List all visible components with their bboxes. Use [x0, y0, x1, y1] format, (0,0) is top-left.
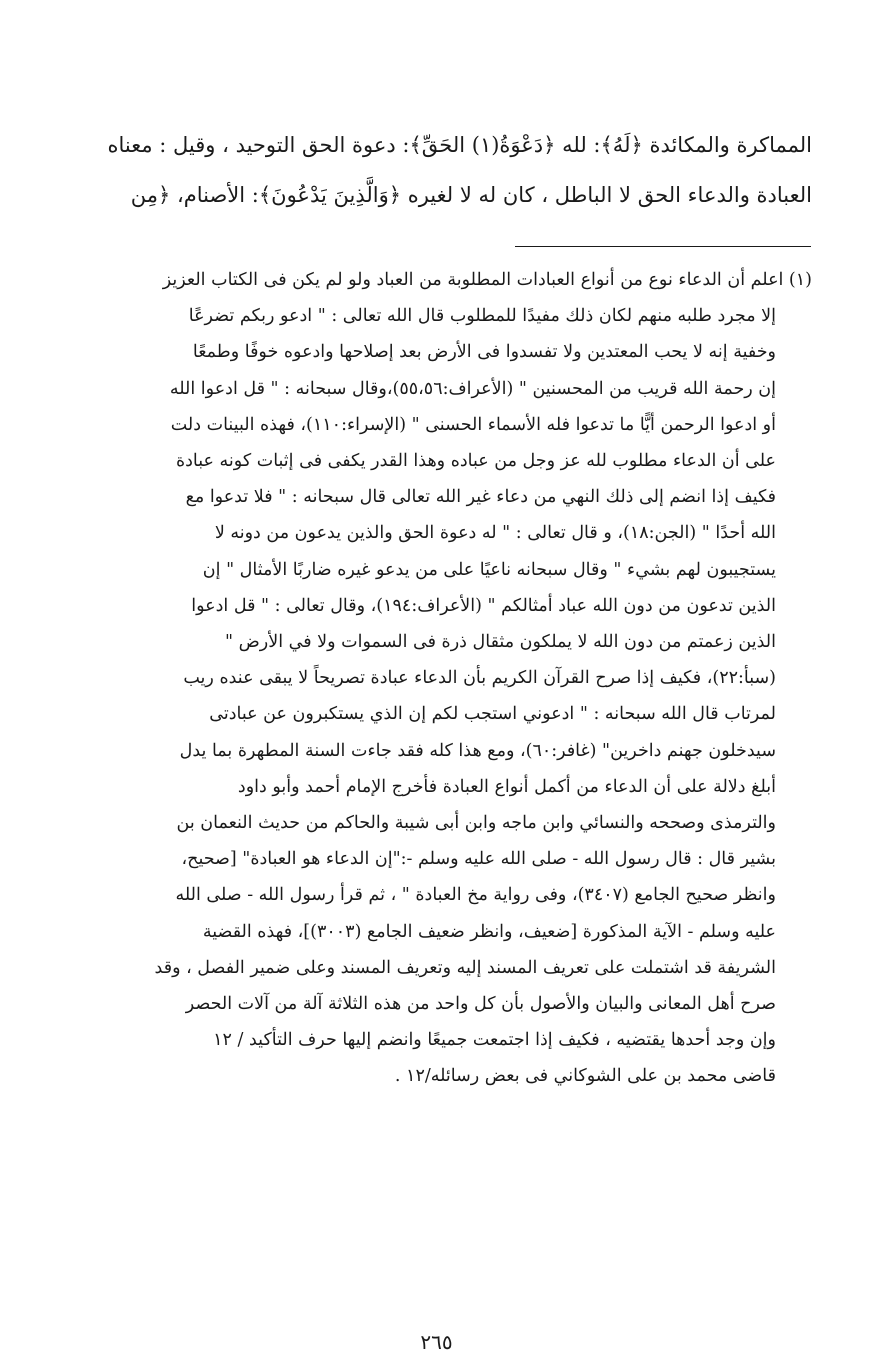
footnote	[60, 262, 812, 1095]
footnote-line: على أن الدعاء مطلوب لله عز وجل من عباده وهذا القدر يكفى فى إثبات كونه عبادة	[175, 451, 776, 472]
footnote-line: إن رحمة الله قريب من المحسنين " (الأعراف:٥٥،٥٦)،وقال سبحانه : " قل ادعوا الله	[169, 378, 776, 399]
footnote-line: الذين زعمتم من دون الله لا يملكون مثقال ذرة فى السموات ولا في الأرض "	[225, 632, 776, 653]
main-text	[60, 120, 812, 220]
footnote-line: يستجيبون لهم بشيء " وقال سبحانه ناعيًا على من يدعو غيره ضاربًا الأمثال " إن	[202, 559, 776, 580]
main-text-line: العبادة والدعاء الحق لا الباطل ، كان له لا لغيره ﴿وَالَّذِينَ يَدْعُونَ﴾: الأصنام، ﴿مِن	[130, 183, 812, 207]
footnote-line: وانظر صحيح الجامع (٣٤٠٧)، وفى رواية مخ العبادة " ، ثم قرأ رسول الله - صلى الله	[175, 885, 776, 906]
main-text-line: المماكرة والمكائدة ﴿لَهُ﴾: لله ﴿دَعْوَةُ(١) الحَقِّ﴾: دعوة الحق التوحيد ، وقيل : معناه	[107, 133, 812, 157]
footnote-line: الله أحدًا " (الجن:١٨)، و قال تعالى : " له دعوة الحق والذين يدعون من دونه لا	[214, 523, 776, 544]
footnote-line: وخفية إنه لا يحب المعتدين ولا تفسدوا فى الأرض بعد إصلاحها وادعوه خوفًا وطمعًا	[192, 342, 776, 363]
footnote-line: لمرتاب قال الله سبحانه : " ادعوني استجب لكم إن الذي يستكبرون عن عبادتى	[209, 704, 776, 725]
footnote-line: الذين تدعون من دون الله عباد أمثالكم " (الأعراف:١٩٤)، وقال تعالى : " قل ادعوا	[191, 595, 776, 616]
footnote-line: قاضى محمد بن على الشوكاني فى بعض رسائله/١٢ .	[394, 1066, 776, 1087]
footnote-line: وإن وجد أحدها يقتضيه ، فكيف إذا اجتمعت جميعًا وانضم إليها حرف التأكيد / ١٢	[213, 1030, 776, 1051]
footnote-line: إلا مجرد طلبه منهم لكان ذلك مفيدًا للمطلوب قال الله تعالى : " ادعو ربكم تضرعًا	[188, 306, 776, 327]
footnote-line: والترمذى وصححه والنسائي وابن ماجه وابن أبى شيبة والحاكم من حديث النعمان بن	[176, 813, 776, 834]
page-number: ٢٦٥	[420, 1330, 453, 1354]
footnote-line: عليه وسلم - الآية المذكورة [ضعيف، وانظر ضعيف الجامع (٣٠٠٣)]، فهذه القضية	[202, 921, 776, 942]
footnote-line: سيدخلون جهنم داخرين" (غافر:٦٠)، ومع هذا كله فقد جاءت السنة المطهرة بما يدل	[179, 740, 776, 761]
footnote-line: أو ادعوا الرحمن أيًّا ما تدعوا فله الأسماء الحسنى " (الإسراء:١١٠)، فهذه البينات دلت	[170, 414, 776, 435]
footnote-line: أبلغ دلالة على أن الدعاء من أكمل أنواع العبادة فأخرج الإمام أحمد وأبو داود	[237, 776, 776, 797]
footnote-divider	[515, 246, 811, 247]
footnote-line: الشريفة قد اشتملت على تعريف المسند إليه وتعريف المسند وعلى ضمير الفصل ، وقد	[154, 957, 776, 978]
footnote-line: (سبأ:٢٢)، فكيف إذا صرح القرآن الكريم بأن الدعاء عبادة تصريحاً لا يبقى عنده ريب	[183, 668, 776, 689]
footnote-line: بشير قال : قال رسول الله - صلى الله عليه وسلم -:"إن الدعاء هو العبادة" [صحيح،	[181, 849, 776, 870]
footnote-line: صرح أهل المعانى والبيان والأصول بأن كل واحد من هذه الثلاثة آلة من آلات الحصر	[185, 994, 776, 1015]
footnote-line: (١) اعلم أن الدعاء نوع من أنواع العبادات المطلوبة من العباد ولو لم يكن فى الكتاب العزيز	[162, 270, 812, 290]
footnote-line: فكيف إذا انضم إلى ذلك النهي من دعاء غير الله تعالى قال سبحانه : " فلا تدعوا مع	[185, 487, 776, 508]
